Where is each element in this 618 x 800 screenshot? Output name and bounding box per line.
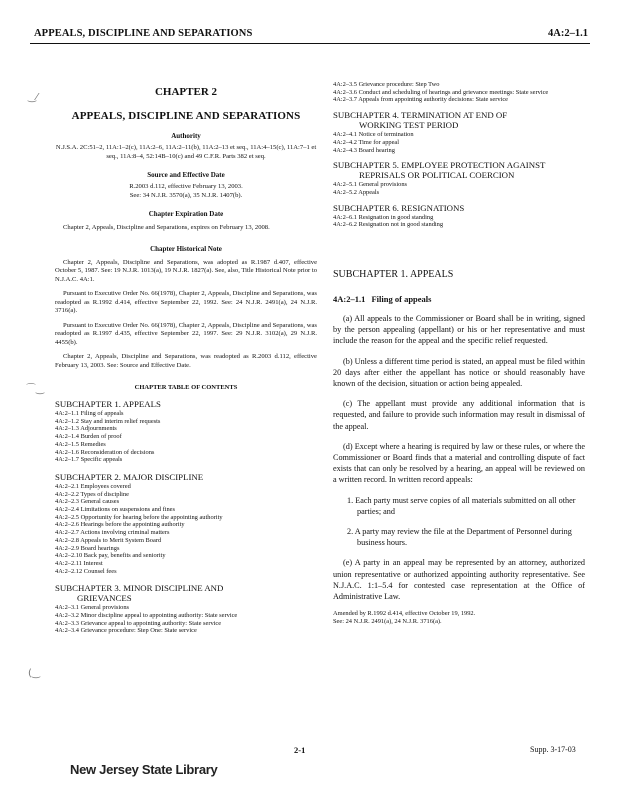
toc-item: 4A:2–2.9 Board hearings — [55, 544, 120, 552]
toc-item: 4A:2–1.7 Specific appeals — [55, 456, 123, 464]
toc-list-5 — [333, 181, 585, 196]
amendment-note — [333, 610, 585, 626]
toc-item: 4A:2–3.6 Conduct and scheduling of hearings and grievance meetings: State service — [333, 88, 549, 96]
toc-item: 4A:2–3.2 Minor discipline appeal to appointing authority: State service — [55, 612, 238, 620]
right-column — [333, 80, 585, 626]
toc-item: 4A:2–1.6 Reconsideration of decisions — [55, 448, 155, 456]
historical-note-4: Chapter 2, Appeals, Discipline and Separations, was readopted as R.2003 d.112, effective February 13, 2003. See: Source and Effective Date. — [55, 353, 317, 369]
historical-note-3: Pursuant to Executive Order No. 66(1978), Chapter 2, Appeals, Discipline and Separations, was readopted as R.1997 d.435, effective September 22, 1997. See: 29 N.J.R. 3102(a), 29 N.J.R. 4455(b). — [55, 321, 317, 346]
toc-item: 4A:2–1.4 Burden of proof — [55, 433, 122, 441]
paragraph-d-item-2: 2. A party may review the file at the Department of Personnel during business hours. — [347, 527, 572, 548]
toc-subchapter-1: SUBCHAPTER 1. APPEALS — [55, 399, 161, 409]
toc-item: 4A:2–2.6 Hearings before the appointing authority — [55, 521, 185, 529]
source-heading: Source and Effective Date — [147, 171, 225, 179]
toc-item: 4A:2–1.2 Stay and interim relief requests — [55, 417, 161, 425]
toc-list-3 — [55, 604, 317, 635]
toc-item: 4A:2–4.2 Time for appeal — [333, 138, 400, 146]
toc-item: 4A:2–5.1 General provisions — [333, 181, 408, 189]
toc-item: 4A:2–2.2 Types of discipline — [55, 490, 129, 498]
toc-subchapter-3 — [55, 583, 317, 603]
toc-item: 4A:2–2.12 Counsel fees — [55, 567, 117, 575]
historical-note-2: Pursuant to Executive Order No. 66(1978), Chapter 2, Appeals, Discipline and Separations, was readopted as R.1992 d.414, effective September 22, 1992. See: 24 N.J.R. 2491(a), 24 N.J.R. 3716(a). — [55, 290, 317, 314]
body-subchapter-title: SUBCHAPTER 1. APPEALS — [333, 269, 454, 281]
toc-item: 4A:2–1.3 Adjournments — [55, 425, 117, 433]
section-heading — [333, 294, 585, 304]
toc-item: 4A:2–6.1 Resignation in good standing — [333, 213, 434, 221]
toc-item: 4A:2–2.3 General causes — [55, 498, 120, 506]
section-number: 4A:2–1.1 — [333, 294, 366, 305]
toc-item: 4A:2–2.11 Interest — [55, 559, 103, 567]
amendment-line-1: Amended by R.1992 d.414, effective October 19, 1992. — [333, 610, 476, 618]
paragraph-a: (a) All appeals to the Commissioner or Board shall be in writing, signed by the person appealing (appellant) or his or her representative and must include the reason for the appeal and the specific relief requested. — [333, 314, 585, 346]
paragraph-d: (d) Except where a hearing is required by law or these rules, or where the Commissioner or Board finds that a material and controlling dispute of fact exists that can only be resolved by a hearing, an appeal will be reviewed on a written record. In written record appeals: — [333, 441, 585, 485]
toc-item: 4A:2–2.1 Employees covered — [55, 482, 131, 490]
source-text-2: See: 34 N.J.R. 3570(a), 35 N.J.R. 1407(b). — [129, 192, 243, 199]
toc-list-6 — [333, 214, 585, 229]
library-watermark: New Jersey State Library — [70, 762, 218, 777]
toc-item: 4A:2–3.3 Grievance appeal to appointing authority: State service — [55, 619, 222, 627]
historical-heading: Chapter Historical Note — [150, 244, 222, 253]
toc-item: 4A:2–4.3 Board hearing — [333, 146, 395, 154]
header-title: APPEALS, DISCIPLINE AND SEPARATIONS — [34, 28, 253, 39]
chapter-title: APPEALS, DISCIPLINE AND SEPARATIONS — [71, 110, 301, 122]
margin-mark: ‿⁄ — [28, 92, 38, 103]
supplement-date: Supp. 3-17-03 — [530, 745, 576, 754]
toc-subchapter-5 — [333, 160, 585, 180]
toc-list-2 — [55, 483, 317, 575]
toc-title: CHAPTER TABLE OF CONTENTS — [134, 384, 238, 391]
amendment-line-2: See: 24 N.J.R. 2491(a), 24 N.J.R. 3716(a). — [333, 618, 442, 626]
section-title: Filing of appeals — [371, 294, 432, 305]
toc-item: 4A:2–6.2 Resignation not in good standing — [333, 221, 444, 229]
left-column — [55, 80, 317, 635]
toc-subchapter-4-line1: SUBCHAPTER 4. TERMINATION AT END OF — [333, 110, 508, 121]
margin-mark: (‿ — [28, 668, 40, 679]
toc-subchapter-6: SUBCHAPTER 6. RESIGNATIONS — [333, 202, 465, 213]
header-section: 4A:2–1.1 — [548, 28, 588, 39]
toc-list-3-continued — [333, 81, 585, 104]
paragraph-c: (c) The appellant must provide any additional information that is requested, and failure to provide such information may result in dismissal of the appeal. — [333, 399, 585, 431]
paragraph-d-item-1: 1. Each party must serve copies of all materials submitted on all other parties; and — [347, 495, 576, 516]
toc-list-4 — [333, 131, 585, 154]
running-header — [30, 28, 590, 44]
historical-note-1: Chapter 2, Appeals, Discipline and Separations, was adopted as R.1987 d.407, effective October 5, 1987. See: 19 N.J.R. 1013(a), 19 N.J.R. 1827(a). See, also, Title Historical Note prior to N.J.A.C. 4A:1. — [55, 258, 317, 283]
toc-item: 4A:2–3.5 Grievance procedure: Step Two — [333, 81, 440, 88]
paragraph-e: (e) A party in an appeal may be represented by an attorney, authorized union representative or authorized appointing authority representative. See N.J.A.C. 1:1–5.4 for contested case representation at the Office of Administrative Law. — [333, 558, 585, 602]
margin-mark: ⌒‿ — [26, 384, 45, 395]
page-number: 2-1 — [294, 745, 306, 755]
source-text-1: R.2003 d.112, effective February 13, 2003. — [129, 183, 243, 190]
authority-heading: Authority — [171, 132, 201, 140]
toc-list-1 — [55, 410, 317, 464]
toc-item: 4A:2–2.8 Appeals to Merit System Board — [55, 536, 162, 544]
toc-item: 4A:2–3.7 Appeals from appointing authority decisions: State service — [333, 96, 508, 104]
toc-subchapter-5-line1: SUBCHAPTER 5. EMPLOYEE PROTECTION AGAINST — [333, 160, 546, 171]
toc-subchapter-2: SUBCHAPTER 2. MAJOR DISCIPLINE — [55, 471, 204, 482]
toc-item: 4A:2–4.1 Notice of termination — [333, 131, 414, 139]
toc-item: 4A:2–5.2 Appeals — [333, 188, 380, 196]
toc-subchapter-5-line2: REPRISALS OR POLITICAL COERCION — [359, 170, 515, 181]
chapter-number: CHAPTER 2 — [154, 86, 218, 98]
toc-item: 4A:2–1.1 Filing of appeals — [55, 410, 124, 417]
expiration-heading: Chapter Expiration Date — [148, 210, 224, 218]
toc-subchapter-4-line2: WORKING TEST PERIOD — [359, 120, 459, 131]
authority-text: N.J.S.A. 2C:51–2, 11A:1–2(c), 11A:2–6, 11A:2–11(b), 11A:2–13 et seq., 11A:4–15(c), 11A:7–1 et seq., 11A:8–4, 52:14B–10(c) and 49 C.F.R. Parts 382 et seq. — [55, 144, 317, 160]
toc-subchapter-3-line2: GRIEVANCES — [77, 593, 132, 604]
toc-item: 4A:2–2.10 Back pay, benefits and seniority — [55, 552, 166, 560]
toc-item: 4A:2–3.4 Grievance procedure: Step One: State service — [55, 627, 197, 635]
toc-subchapter-4 — [333, 110, 585, 130]
toc-item: 4A:2–3.1 General provisions — [55, 604, 130, 612]
toc-item: 4A:2–1.5 Remedies — [55, 440, 106, 448]
expiration-text: Chapter 2, Appeals, Discipline and Separations, expires on February 13, 2008. — [63, 224, 270, 231]
toc-subchapter-3-line1: SUBCHAPTER 3. MINOR DISCIPLINE AND — [55, 583, 224, 594]
toc-item: 4A:2–2.5 Opportunity for hearing before the appointing authority — [55, 513, 223, 521]
paragraph-b: (b) Unless a different time period is stated, an appeal must be filed within 20 days after either the appellant has notice or should reasonably have known of the decision, situation or action being appealed. — [333, 356, 585, 389]
toc-item: 4A:2–2.4 Limitations on suspensions and fines — [55, 506, 175, 514]
toc-item: 4A:2–2.7 Actions involving criminal matters — [55, 529, 170, 537]
